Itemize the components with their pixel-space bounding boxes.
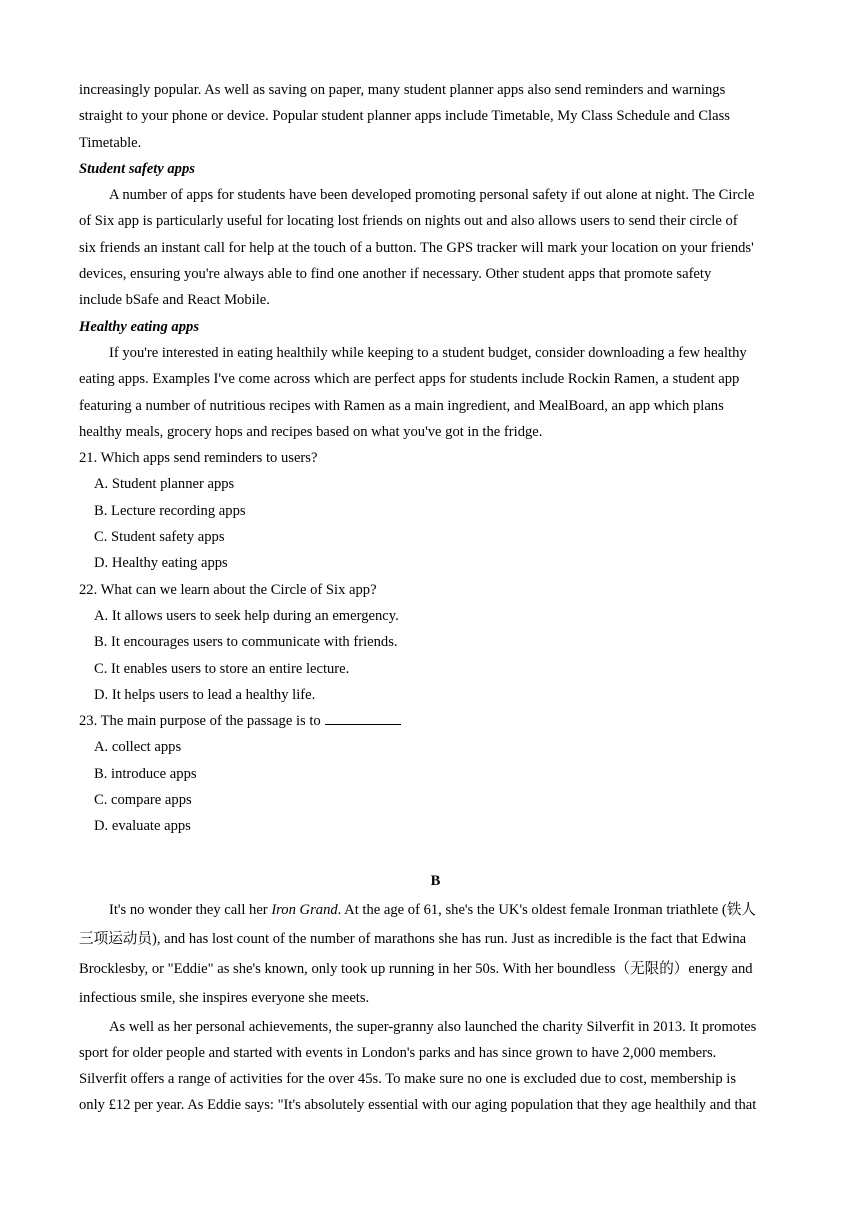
text-line: 三项运动员), and has lost count of the number of marathons she has run. Just as incredible is the fact that Edwina [79,931,747,948]
question-22 [79,577,792,708]
answer-option[interactable]: B. Lecture recording apps [94,502,246,519]
exam-page [79,77,792,1119]
text-line [79,896,792,925]
question-stem-row [79,708,792,734]
text-line: six friends an instant call for help at the touch of a button. The GPS tracker will mark your location on your friends' [79,239,754,256]
text-line: A number of apps for students have been developed promoting personal safety if out alone at night. The Circle [109,187,755,204]
question-stem: 23. The main purpose of the passage is to [79,713,321,730]
text-line: increasingly popular. As well as saving on paper, many student planner apps also send reminders and warnings [79,82,726,98]
text-line: only £12 per year. As Eddie says: "It's absolutely essential with our aging population that they age healthily and that [79,1097,757,1114]
answer-option[interactable]: C. It enables users to store an entire lecture. [94,660,350,677]
question-23 [79,708,792,839]
answer-option[interactable]: D. Healthy eating apps [94,555,228,572]
answer-option[interactable]: A. Student planner apps [94,476,235,493]
text-line: If you're interested in eating healthily while keeping to a student budget, consider downloading a few healthy [109,344,747,361]
text-line: infectious smile, she inspires everyone she meets. [79,990,370,1007]
answer-option[interactable]: C. Student safety apps [94,529,225,546]
text-line: Timetable. [79,134,142,151]
text-line: featuring a number of nutritious recipes with Ramen as a main ingredient, and MealBoard, an app which plans [79,397,724,414]
text-fragment: It's no wonder they call her [109,901,272,918]
answer-option[interactable]: C. compare apps [94,792,192,809]
nickname-italic: Iron Grand [271,901,338,918]
text-line: straight to your phone or device. Popular student planner apps include Timetable, My Class Schedule and Class [79,108,730,125]
text-line: Brocklesby, or "Eddie" as she's known, only took up running in her 50s. With her boundless（无限的）energy and [79,960,753,977]
answer-option[interactable]: D. evaluate apps [94,818,191,835]
passage-b-paragraph-1 [79,896,792,1014]
answer-option[interactable]: D. It helps users to lead a healthy life. [94,686,316,703]
text-line: sport for older people and started with events in London's parks and has since grown to have 2,000 members. [79,1044,717,1061]
section-heading: Student safety apps [79,160,195,177]
text-line: eating apps. Examples I've come across which are perfect apps for students include Rockin Ramen, a student app [79,371,740,388]
text-fragment: . At the age of 61, she's the UK's oldest female Ironman triathlete (铁人 [337,901,756,918]
text-line: of Six app is particularly useful for locating lost friends on nights out and also allows users to send their circle of [79,213,738,230]
question-stem: 21. Which apps send reminders to users? [79,450,318,467]
section-heading: Healthy eating apps [79,318,199,335]
text-line: Silverfit offers a range of activities for the over 45s. To make sure no one is excluded due to cost, membership is [79,1071,737,1088]
text-line: include bSafe and React Mobile. [79,292,270,309]
passage-b-paragraph-2 [79,1014,792,1119]
answer-option[interactable]: A. It allows users to seek help during an emergency. [94,607,399,624]
answer-option[interactable]: B. It encourages users to communicate with friends. [94,634,398,651]
question-21 [79,445,792,576]
question-stem: 22. What can we learn about the Circle of Six app? [79,581,377,598]
section-healthy-eating [79,314,792,445]
section-student-safety [79,156,792,314]
text-line: devices, ensuring you're always able to find one another if necessary. Other student apps that promote safety [79,266,712,283]
answer-blank[interactable] [325,710,401,725]
text-line: As well as her personal achievements, the super-granny also launched the charity Silverfit in 2013. It promotes [109,1018,757,1035]
passage-b-title: B [430,872,441,889]
text-line: healthy meals, grocery hops and recipes based on what you've got in the fridge. [79,423,543,440]
answer-option[interactable]: B. introduce apps [94,765,197,782]
answer-option[interactable]: A. collect apps [94,739,182,756]
passage-a-intro [79,77,792,156]
